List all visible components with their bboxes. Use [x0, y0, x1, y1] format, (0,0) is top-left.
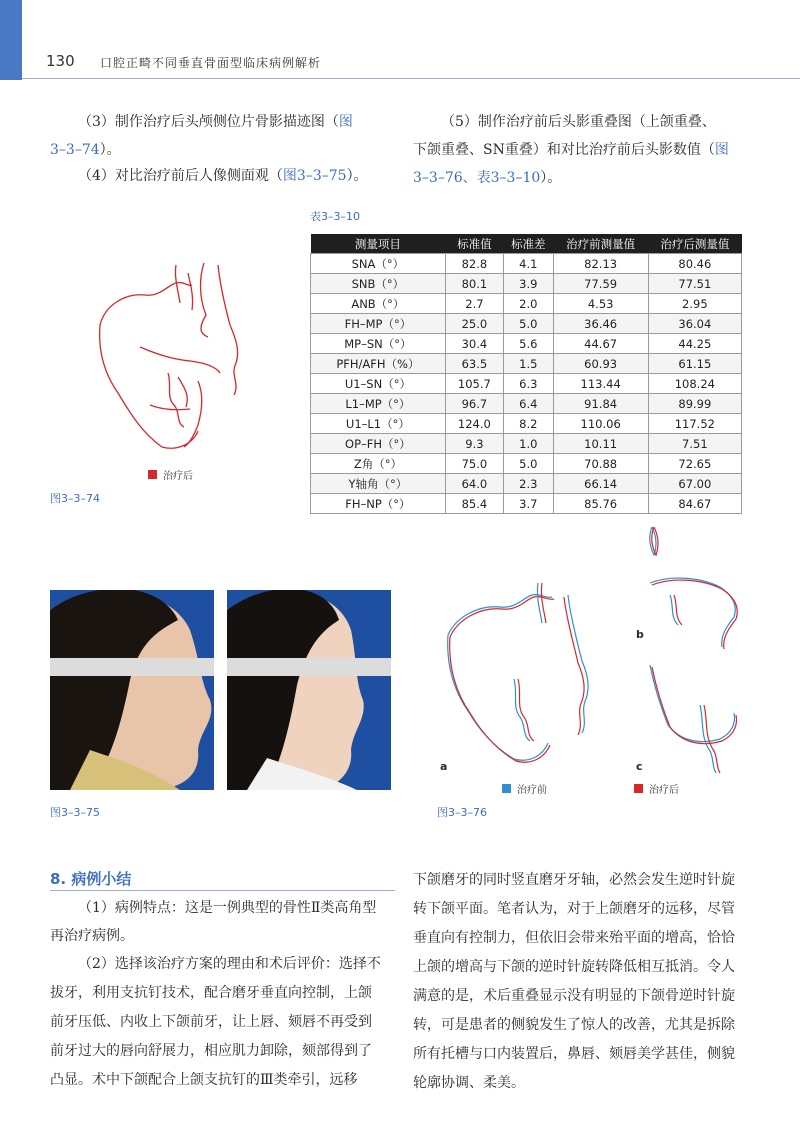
- figure-caption-76: 图3–3–76: [437, 806, 487, 819]
- table-cell: MP–SN（°）: [311, 334, 446, 354]
- table-cell: U1–SN（°）: [311, 374, 446, 394]
- column-header: 标准差: [504, 234, 554, 254]
- panel-label-b: b: [636, 628, 644, 641]
- p5-link[interactable]: 图: [714, 142, 729, 158]
- legend-label-after: 治疗后: [649, 785, 679, 796]
- p3-link[interactable]: 图: [338, 114, 353, 130]
- table-cell: 6.4: [504, 394, 554, 414]
- table-cell: 66.14: [553, 474, 648, 494]
- chapter-tab: [0, 0, 22, 80]
- table-cell: 113.44: [553, 374, 648, 394]
- table-cell: 2.95: [648, 294, 741, 314]
- profile-photo-after: [227, 590, 391, 790]
- table-cell: 70.88: [553, 454, 648, 474]
- table-cell: 9.3: [445, 434, 503, 454]
- legend-after: [148, 464, 193, 483]
- table-cell: SNB（°）: [311, 274, 446, 294]
- p4-end: ）。: [346, 168, 368, 184]
- table-cell: 64.0: [445, 474, 503, 494]
- column-header: 治疗前测量值: [553, 234, 648, 254]
- table-row: [311, 394, 742, 414]
- table-cell: 5.0: [504, 314, 554, 334]
- table-cell: 44.67: [553, 334, 648, 354]
- profile-photo-before: [50, 590, 214, 790]
- table-row: [311, 494, 742, 514]
- table-cell: 30.4: [445, 334, 503, 354]
- table-cell: 84.67: [648, 494, 741, 514]
- table-cell: Z角（°）: [311, 454, 446, 474]
- superimposition-sn: [438, 575, 598, 765]
- table-cell: 61.15: [648, 354, 741, 374]
- header-rule: [22, 78, 800, 79]
- p5-text-1: （5）制作治疗前后头影重叠图（上颌重叠、: [441, 114, 716, 130]
- panel-label-a: a: [440, 760, 448, 773]
- table-row: [311, 374, 742, 394]
- table-cell: SNA（°）: [311, 254, 446, 274]
- p3-link-num[interactable]: 3–3–74: [50, 142, 100, 158]
- column-header: 标准值: [445, 234, 503, 254]
- table-cell: 7.51: [648, 434, 741, 454]
- p5-end: ）。: [540, 170, 562, 186]
- table-cell: PFH/AFH（%）: [311, 354, 446, 374]
- p3-text: （3）制作治疗后头颅侧位片骨影描迹图（: [78, 114, 339, 130]
- table-cell: 77.59: [553, 274, 648, 294]
- table-cell: 2.7: [445, 294, 503, 314]
- legend-swatch-blue: [502, 784, 511, 793]
- table-cell: 60.93: [553, 354, 648, 374]
- table-cell: 77.51: [648, 274, 741, 294]
- running-title: 口腔正畸不同垂直骨面型临床病例解析: [100, 56, 322, 70]
- table-cell: 2.3: [504, 474, 554, 494]
- table-cell: 4.1: [504, 254, 554, 274]
- summary-paragraph-3: 下颌磨牙的同时竖直磨牙牙轴，必然会发生逆时针旋转下颌平面。笔者认为，对于上颌磨牙的远移，尽管垂直向有控制力，但依旧会带来殆平面的增高，恰恰上颌的增高与下颌的逆时针旋转降低相互抵消。令人满意的是，术后重叠显示没有明显的下颌骨逆时针旋转，可是患者的侧貌发生了惊人的改善，尤其是拆除所有托槽与口内装置后，鼻唇、颏唇美学甚佳，侧貌轮廓协调、柔美。: [413, 872, 735, 1091]
- table-cell: 67.00: [648, 474, 741, 494]
- table-cell: 96.7: [445, 394, 503, 414]
- incisor-trace: [168, 373, 184, 427]
- table-cell: Y轴角（°）: [311, 474, 446, 494]
- table-cell: 110.06: [553, 414, 648, 434]
- table-row: [311, 434, 742, 454]
- table-cell: 10.11: [553, 434, 648, 454]
- table-row: [311, 454, 742, 474]
- table-cell: FH–MP（°）: [311, 314, 446, 334]
- column-header: 测量项目: [311, 234, 446, 254]
- measurement-table: [310, 234, 742, 514]
- table-cell: 3.9: [504, 274, 554, 294]
- superimposition-maxilla-mandible: [640, 525, 750, 775]
- legend-after-76: [634, 778, 679, 797]
- legend-swatch-red: [634, 784, 643, 793]
- cranial-base-trace: [100, 283, 192, 325]
- legend-label-before: 治疗前: [517, 785, 547, 796]
- table-row: [311, 474, 742, 494]
- table-cell: OP–FH（°）: [311, 434, 446, 454]
- figure-caption-74: 图3–3–74: [50, 492, 100, 505]
- table-cell: 2.0: [504, 294, 554, 314]
- table-cell: 124.0: [445, 414, 503, 434]
- summary-paragraph-1: （1）病例特点：这是一例典型的骨性Ⅱ类高角型再治疗病例。: [50, 900, 377, 944]
- soft-tissue-profile: [218, 265, 238, 395]
- p4-text: （4）对比治疗前后人像侧面观（: [78, 168, 283, 184]
- table-cell: ANB（°）: [311, 294, 446, 314]
- p5-link-refs[interactable]: 3–3–76、表3–3–10: [413, 170, 541, 186]
- table-row: [311, 274, 742, 294]
- table-cell: 3.7: [504, 494, 554, 514]
- table-cell: 80.46: [648, 254, 741, 274]
- table-cell: 5.0: [504, 454, 554, 474]
- table-cell: 75.0: [445, 454, 503, 474]
- table-row: [311, 294, 742, 314]
- table-cell: 108.24: [648, 374, 741, 394]
- table-cell: 8.2: [504, 414, 554, 434]
- legend-before: [502, 778, 547, 797]
- table-cell: 25.0: [445, 314, 503, 334]
- paragraph-step-3: [50, 108, 395, 164]
- table-caption: 表3–3–10: [310, 210, 360, 223]
- section-heading: 8. 病例小结: [50, 870, 132, 888]
- table-cell: 82.8: [445, 254, 503, 274]
- privacy-band: [227, 658, 391, 676]
- p4-link[interactable]: 图3–3–75: [282, 168, 347, 184]
- table-cell: 85.76: [553, 494, 648, 514]
- table-cell: 36.04: [648, 314, 741, 334]
- table-cell: L1–MP（°）: [311, 394, 446, 414]
- table-cell: 105.7: [445, 374, 503, 394]
- table-cell: 82.13: [553, 254, 648, 274]
- paragraph-step-4: [50, 162, 395, 190]
- table-cell: 72.65: [648, 454, 741, 474]
- table-row: [311, 254, 742, 274]
- table-header-row: [311, 234, 742, 254]
- legend-swatch-red: [148, 470, 157, 479]
- table-cell: 36.46: [553, 314, 648, 334]
- p5-text-2: 下颌重叠、SN重叠）和对比治疗前后头影数值（: [413, 142, 715, 158]
- section-rule: [50, 890, 395, 891]
- table-cell: 85.4: [445, 494, 503, 514]
- table-cell: 91.84: [553, 394, 648, 414]
- table-row: [311, 334, 742, 354]
- table-cell: 89.99: [648, 394, 741, 414]
- paragraph-step-5: [413, 108, 758, 192]
- p3-end: ）。: [99, 142, 121, 158]
- privacy-band: [50, 658, 214, 676]
- column-header: 治疗后测量值: [648, 234, 741, 254]
- table-cell: U1–L1（°）: [311, 414, 446, 434]
- table-cell: 117.52: [648, 414, 741, 434]
- summary-paragraph-2: （2）选择该治疗方案的理由和术后评价：选择不拔牙，利用支抗钉技术，配合磨牙垂直向控制，上颌前牙压低、内收上下颌前牙，让上唇、颏唇不再受到前牙过大的唇向舒展力，相应肌力卸除，颏部得到了凸显。术中下颌配合上颌支抗钉的Ⅲ类牵引，远移: [50, 956, 381, 1088]
- panel-label-c: c: [636, 760, 643, 773]
- page-number: 130: [46, 52, 75, 70]
- table-row: [311, 354, 742, 374]
- table-cell: 63.5: [445, 354, 503, 374]
- table-cell: 44.25: [648, 334, 741, 354]
- table-cell: 5.6: [504, 334, 554, 354]
- table-cell: FH–NP（°）: [311, 494, 446, 514]
- table-body: [311, 254, 742, 514]
- cephalometric-tracing-after: [80, 255, 260, 455]
- table-cell: 6.3: [504, 374, 554, 394]
- figure-caption-75: 图3–3–75: [50, 806, 100, 819]
- table-row: [311, 314, 742, 334]
- table-cell: 80.1: [445, 274, 503, 294]
- table-cell: 1.5: [504, 354, 554, 374]
- table-row: [311, 414, 742, 434]
- table-cell: 4.53: [553, 294, 648, 314]
- legend-label: 治疗后: [163, 471, 193, 482]
- table-cell: 1.0: [504, 434, 554, 454]
